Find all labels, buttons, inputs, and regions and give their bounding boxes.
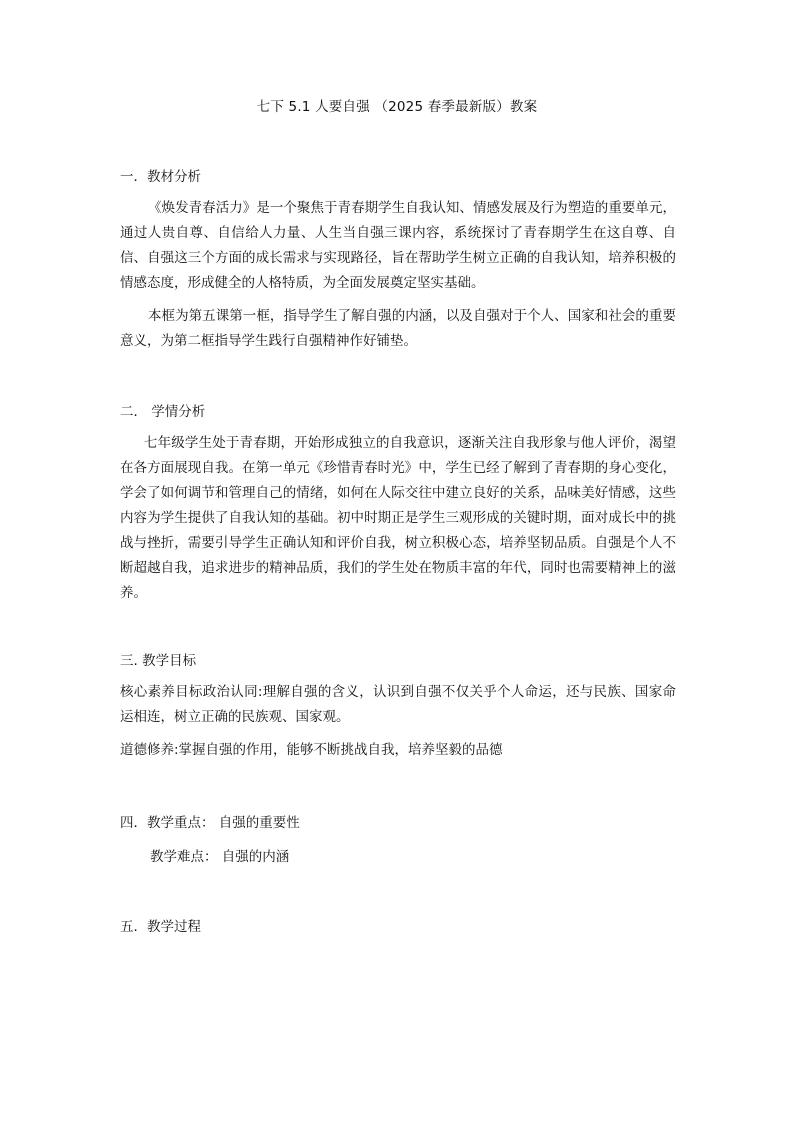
spacer: [120, 296, 676, 304]
section-learner-analysis: [120, 401, 676, 606]
spacer: [120, 730, 676, 738]
section-heading: 一．教材分析: [120, 169, 201, 185]
section-key-points: [120, 812, 676, 882]
section-textbook-analysis: [120, 166, 676, 354]
spacer: [120, 423, 676, 431]
section-heading: 五．教学过程: [120, 919, 201, 935]
section-heading: 四．教学重点： 自强的重要性: [120, 815, 300, 831]
paragraph: 核心素养目标政治认同:理解自强的含义，认识到自强不仅关乎个人命运，还与民族、国家命运相连，树立正确的民族观、国家观。: [120, 684, 676, 725]
section-teaching-goals: [120, 650, 676, 763]
paragraph: 道德修养:掌握自强的作用，能够不断挑战自我，培养坚毅的品德: [120, 742, 503, 758]
section-heading: 二． 学情分析: [120, 404, 206, 420]
section-heading: 三. 教学目标: [120, 653, 197, 669]
section-teaching-process: [120, 916, 676, 938]
spacer: [120, 672, 676, 680]
sub-heading: 教学难点： 自强的内涵: [150, 849, 290, 865]
paragraph: 七年级学生处于青春期，开始形成独立的自我意识，逐渐关注自我形象与他人评价，渴望在各方面展现自我。在第一单元《珍惜青春时光》中，学生已经了解到了青春期的身心变化，学会了如何调节和管理自己的情绪，如何在人际交往中建立良好的关系，品味美好情感，这些内容为学生提供了自我认知的基础。初中时期正是学生三观形成的关键时期，面对成长中的挑战与挫折，需要引导学生正确认知和评价自我，树立积极心态，培养坚韧品质。自强是个人不断超越自我，追求进步的精神品质，我们的学生处在物质丰富的年代，同时也需要精神上的滋养。: [120, 435, 676, 601]
spacer: [120, 188, 676, 196]
paragraph: 《焕发青春活力》是一个聚焦于青春期学生自我认知、情感发展及行为塑造的重要单元，通过人贵自尊、自信给人力量、人生当自强三课内容，系统探讨了青春期学生在这自尊、自信、自强这三个方面的成长需求与实现路径，旨在帮助学生树立正确的自我认知，培养积极的情感态度，形成健全的人格特质，为全面发展奠定坚实基础。: [120, 200, 676, 291]
paragraph: 本框为第五课第一框，指导学生了解自强的内涵，以及自强对于个人、国家和社会的重要意义，为第二框指导学生践行自强精神作好铺垫。: [120, 308, 676, 349]
document-title: 七下 5.1 人要自强 （2025 春季最新版）教案: [256, 99, 538, 115]
